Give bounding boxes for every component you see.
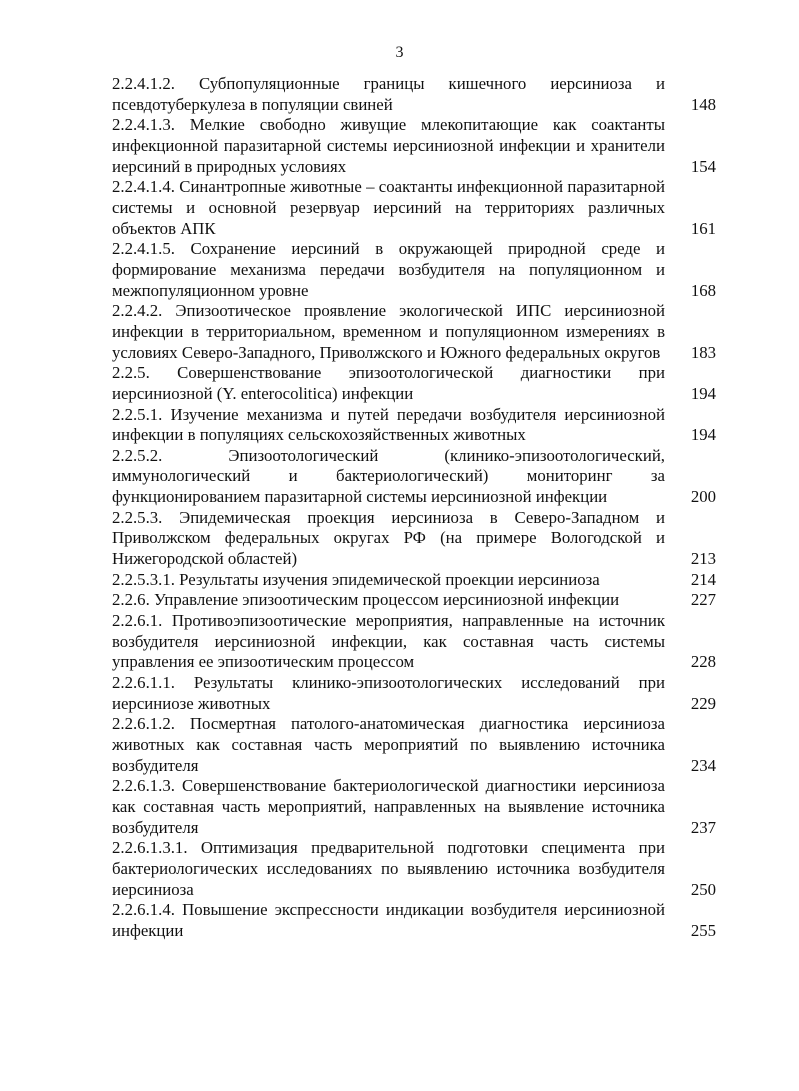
toc-entry-title: 2.2.4.2. Эпизоотическое проявление экологической ИПС иерсиниозной инфекции в территориальном, временном и популяционном измерениях в условиях Северо-Западного, Приволжского и Южного федеральных округов xyxy=(112,301,665,362)
toc-entry-page: 214 xyxy=(690,569,716,589)
page-number: 3 xyxy=(395,44,404,61)
toc-entry xyxy=(112,115,716,177)
toc-entry-title: 2.2.5. Совершенствование эпизоотологической диагностики при иерсиниозной (Y. enterocolitica) инфекции xyxy=(112,363,665,403)
toc-entry-title: 2.2.5.1. Изучение механизма и путей передачи возбудителя иерсиниозной инфекции в популяциях сельскохозяйственных животных xyxy=(112,404,665,445)
toc-entry-title: 2.2.4.1.3. Мелкие свободно живущие млекопитающие как соактанты инфекционной паразитарной системы иерсиниозной инфекции и хранители иерсиний в природных условиях xyxy=(112,115,665,176)
toc-entry xyxy=(112,900,716,941)
toc-entry-title: 2.2.5.3. Эпидемическая проекция иерсиниоза в Северо-Западном и Приволжском федеральных округах РФ (на примере Вологодской и Нижегородской областей) xyxy=(112,507,665,569)
toc-entry-page: 168 xyxy=(690,280,716,300)
toc-entry xyxy=(112,838,716,900)
toc-entry xyxy=(112,776,716,838)
toc-entry-page: 194 xyxy=(690,383,716,403)
toc-entry-page: 213 xyxy=(690,549,716,569)
toc-entry xyxy=(112,177,716,239)
toc-entry-title: 2.2.6.1.3.1. Оптимизация предварительной подготовки специмента при бактериологических исследованиях по выявлению источника возбудителя иерсиниоза xyxy=(112,838,665,899)
toc-entry-title: 2.2.6.1. Противоэпизоотические мероприятия, направленные на источник возбудителя иерсиниозной инфекции, как составная часть системы управления ее эпизоотическим процессом xyxy=(112,611,665,672)
toc-entry-page: 154 xyxy=(690,156,716,176)
toc-entry-page: 228 xyxy=(690,652,716,672)
toc-entry-page: 250 xyxy=(690,879,716,899)
toc-entry xyxy=(112,301,716,363)
toc-entry xyxy=(112,611,716,673)
toc-entry-page: 183 xyxy=(690,342,716,362)
toc-entry-title: 2.2.5.2. Эпизоотологический (клинико-эпизоотологический, иммунологический и бактериологический) мониторинг за функционированием паразитарной системы иерсиниозной инфекции xyxy=(112,445,665,507)
toc-entry-page: 200 xyxy=(690,487,716,507)
toc-entry-page: 237 xyxy=(690,817,716,837)
toc-entry-title: 2.2.6.1.1. Результаты клинико-эпизоотологических исследований при иерсиниозе животных xyxy=(112,673,665,713)
toc-entry-title: 2.2.4.1.4. Синантропные животные – соактанты инфекционной паразитарной системы и основной резервуар иерсиний на территориях различных объектов АПК xyxy=(112,177,665,238)
toc-entry xyxy=(112,363,716,404)
toc-entry xyxy=(112,74,716,115)
toc-entry xyxy=(112,570,716,591)
toc-entry-title: 2.2.4.1.5. Сохранение иерсиний в окружающей природной среде и формирование механизма передачи возбудителя на популяционном и межпопуляционном уровне xyxy=(112,239,665,300)
toc-entry-page: 227 xyxy=(690,590,716,610)
toc-entry-title: 2.2.6. Управление эпизоотическим процессом иерсиниозной инфекции xyxy=(112,590,620,610)
toc-entry-title: 2.2.4.1.2. Субпопуляционные границы кишечного иерсиниоза и псевдотуберкулеза в популяции свиней xyxy=(112,74,665,114)
toc-entry-page: 255 xyxy=(690,920,716,940)
toc-entry xyxy=(112,673,716,714)
toc-entry-title: 2.2.6.1.3. Совершенствование бактериологической диагностики иерсиниоза как составная часть мероприятий, направленных на выявление источника возбудителя xyxy=(112,776,665,837)
table-of-contents xyxy=(112,74,716,942)
toc-entry xyxy=(112,508,716,570)
toc-entry xyxy=(112,714,716,776)
toc-entry xyxy=(112,446,716,508)
toc-entry-title: 2.2.6.1.4. Повышение экспрессности индикации возбудителя иерсиниозной инфекции xyxy=(112,900,665,940)
toc-entry-page: 194 xyxy=(690,425,716,445)
toc-entry-title: 2.2.6.1.2. Посмертная патолого-анатомическая диагностика иерсиниоза животных как составная часть мероприятий по выявлению источника возбудителя xyxy=(112,714,665,775)
toc-entry-page: 161 xyxy=(690,218,716,238)
toc-entry xyxy=(112,590,716,611)
toc-entry xyxy=(112,239,716,301)
toc-entry-page: 234 xyxy=(690,755,716,775)
toc-entry-page: 229 xyxy=(690,693,716,713)
toc-entry-page: 148 xyxy=(690,94,716,114)
toc-entry-title: 2.2.5.3.1. Результаты изучения эпидемической проекции иерсиниоза xyxy=(112,569,600,589)
toc-entry xyxy=(112,405,716,446)
